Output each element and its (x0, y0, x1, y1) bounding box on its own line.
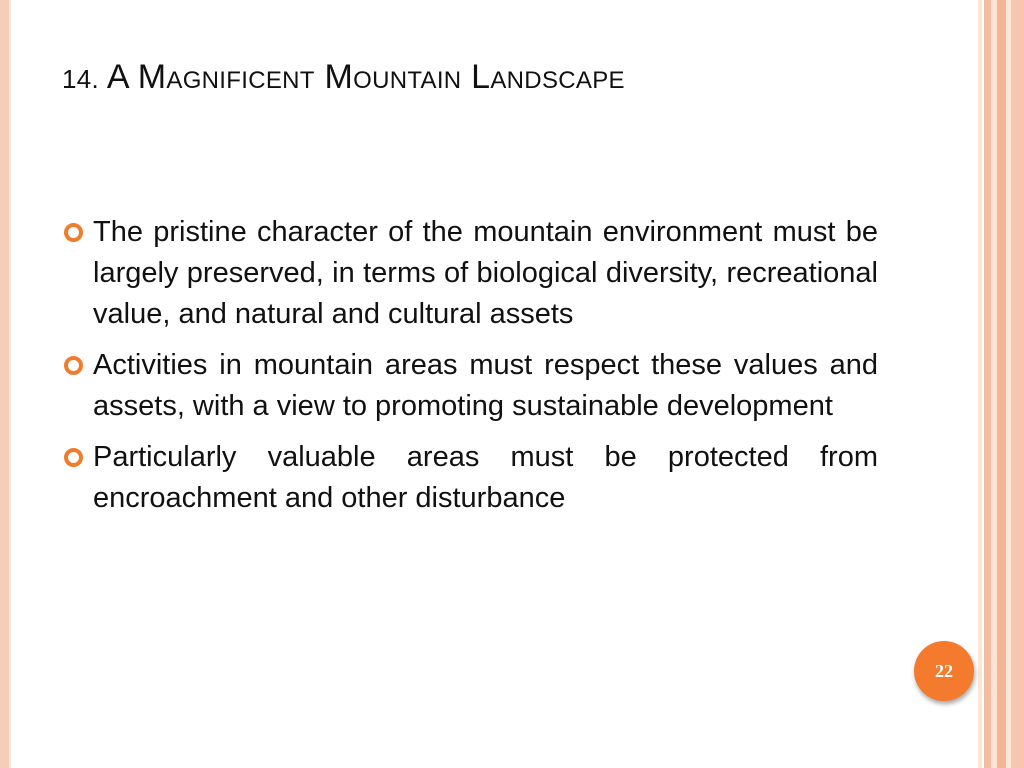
slide-title (62, 58, 625, 97)
right-accent-stripe-6 (1011, 0, 1024, 768)
bullet-item (62, 345, 878, 427)
bullet-item (62, 437, 878, 519)
slide-title-text: A Magnificent Mountain Landscape (106, 58, 625, 96)
bullet-text: The pristine character of the mountain environment must be largely preserved, in terms of biological diversity, recreational value, and natural and cultural assets (93, 216, 878, 330)
hollow-circle-bullet-icon (64, 356, 83, 375)
bullet-item (62, 212, 878, 335)
page-number-badge: 22 (914, 641, 974, 701)
bullet-text: Activities in mountain areas must respect these values and assets, with a view to promoting sustainable development (93, 349, 878, 422)
right-accent-stripe-1 (978, 0, 982, 768)
bullet-text: Particularly valuable areas must be protected from encroachment and other disturbance (93, 441, 878, 514)
left-accent-stripe (0, 0, 9, 768)
bullet-list (62, 212, 878, 529)
hollow-circle-bullet-icon (64, 448, 83, 467)
slide-title-number: 14. (62, 64, 100, 94)
right-accent-stripe-2 (984, 0, 991, 768)
right-accent-stripe-4 (997, 0, 1006, 768)
left-accent-stripe-inner (9, 0, 11, 768)
hollow-circle-bullet-icon (64, 223, 83, 242)
